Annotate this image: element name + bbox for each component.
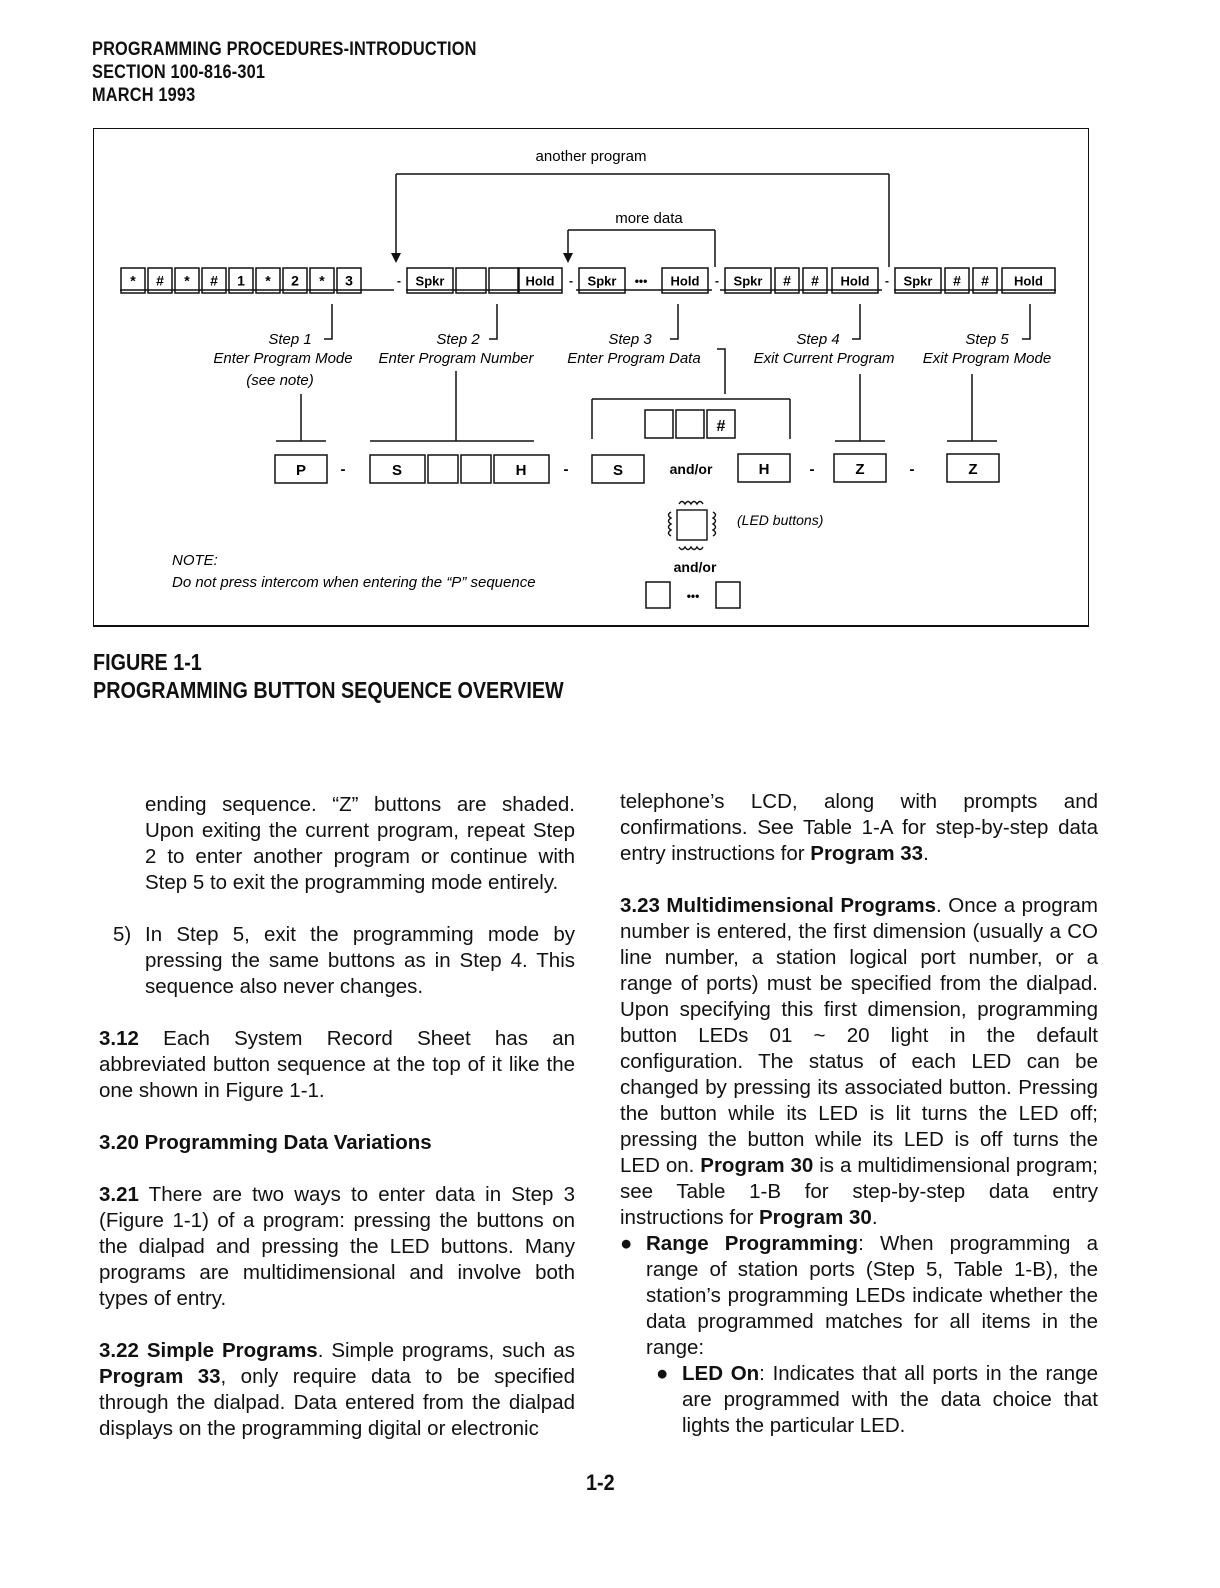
cont-text-b: . <box>923 842 929 865</box>
seq-3-key-label: # <box>210 272 218 289</box>
step5-spkr-key-label: Spkr <box>903 273 933 289</box>
s-data-key-label: S <box>612 462 624 479</box>
page-number: 1-2 <box>586 1470 615 1495</box>
paragraph-3-22 <box>99 1338 575 1442</box>
header-title: PROGRAMMING PROCEDURES-INTRODUCTION <box>92 39 477 60</box>
paragraph-3-22-text-a: . Simple programs, such as <box>317 1339 575 1362</box>
step2-label: Step 2 <box>436 331 480 348</box>
step4-spkr-key-label: Spkr <box>733 273 763 289</box>
paragraph-3-22-heading: 3.22 Simple Programs <box>99 1339 318 1362</box>
step5-desc: Exit Program Mode <box>922 350 1052 367</box>
p-key-label: P <box>295 462 307 479</box>
andor-label: and/or <box>669 461 713 477</box>
seq-8-key-label: 3 <box>345 272 353 289</box>
led-range-start-key <box>646 582 670 608</box>
list-item-5-number: 5) <box>113 923 132 946</box>
more-data-label: more data <box>615 210 683 227</box>
seq-7-key-label: * <box>319 272 325 289</box>
header-date: MARCH 1993 <box>92 85 196 106</box>
paragraph-3-23-text-a: . Once a program number is entered, the first dimension (usually a CO line number, a station logical port number, or a range of ports) must be specified from the dialpad. Upon specifying this first dimension, programming button LEDs 01 ~ 20 light in the default configuration. The status of each LED can be changed by pressing its associated button. Pressing the button while its LED is lit turns the LED off; pressing the button while its LED is off turns the LED on. <box>620 894 1098 1177</box>
program-33-ref: Program 33 <box>99 1365 221 1388</box>
seq-2-key-label: * <box>184 272 190 289</box>
step5-hold-key-label: Hold <box>1014 273 1043 289</box>
seq-dash-2: - <box>569 274 573 288</box>
seq-dash-3: - <box>715 274 719 288</box>
paragraph-3-23-heading: 3.23 Multidimensional Programs <box>620 894 937 917</box>
dash-4: - <box>909 461 915 478</box>
sub-bullet-heading: LED On <box>682 1362 760 1385</box>
figure-box <box>93 128 1089 627</box>
s-key-label: S <box>391 462 403 479</box>
bullet-heading: Range Programming <box>646 1232 859 1255</box>
seq-4-key-label: 1 <box>237 272 245 289</box>
led-range-end-key <box>716 582 740 608</box>
step3-hold-key-label: Hold <box>670 273 700 289</box>
paragraph-3-21 <box>99 1182 575 1312</box>
note-text: Do not press intercom when entering the “P” sequence <box>172 574 536 591</box>
step4-label: Step 4 <box>796 331 840 348</box>
sub-bullet-icon: ● <box>656 1362 669 1385</box>
step5-hash-1-key-label: # <box>953 272 961 289</box>
paragraph-3-12-text: Each System Record Sheet has an abbreviated button sequence at the top of it like the one shown in Figure 1-1. <box>99 1027 575 1102</box>
seq-6-key-label: 2 <box>291 272 299 289</box>
z-key-step4-label: Z <box>855 461 865 478</box>
program-33-ref-right: Program 33 <box>810 842 924 865</box>
step3-spkr-key-label: Spkr <box>587 273 617 289</box>
hash-key-label: # <box>716 418 726 435</box>
led-button-icon <box>669 502 716 550</box>
step1-note: (see note) <box>246 372 314 389</box>
step4-hash-1-key-label: # <box>783 272 791 289</box>
caption-title: PROGRAMMING BUTTON SEQUENCE OVERVIEW <box>93 677 564 703</box>
led-buttons-label: (LED buttons) <box>737 512 824 528</box>
cont-text-a: telephone’s LCD, along with prompts and confirmations. See Table 1-A for step-by-step data entry instructions for <box>620 790 1098 865</box>
another-program-label: another program <box>535 148 647 165</box>
seq-1-key-label: # <box>156 272 164 289</box>
step3-ellipsis: ••• <box>634 274 648 288</box>
seq-dash-1: - <box>397 274 401 288</box>
seq-dash-4: - <box>885 274 889 288</box>
paragraph-3-12 <box>99 1026 575 1104</box>
paragraph-3-23 <box>620 893 1098 1231</box>
document-header <box>92 38 477 107</box>
seq-0-key-label: * <box>130 272 136 289</box>
h-data-key-label: H <box>758 461 770 478</box>
step2-desc: Enter Program Number <box>378 350 534 367</box>
bullet-range-programming <box>620 1231 1098 1361</box>
paragraph-3-21-text: There are two ways to enter data in Step 3 (Figure 1-1) of a program: pressing the buttons on the dialpad and pressing the LED buttons. Many programs are multidimensional and involve both types of entry. <box>99 1183 575 1310</box>
paragraph-3-12-number: 3.12 <box>99 1027 139 1050</box>
step3-label: Step 3 <box>608 331 652 348</box>
range-ellipsis: ••• <box>686 589 700 603</box>
dash-1: - <box>340 461 346 478</box>
step4-desc: Exit Current Program <box>753 350 895 367</box>
h-key-label: H <box>515 462 527 479</box>
z-key-step5-label: Z <box>968 461 978 478</box>
step4-hold-key-label: Hold <box>840 273 870 289</box>
step2-spkr-key-label: Spkr <box>415 273 445 289</box>
step4-hash-2-key-label: # <box>811 272 819 289</box>
program-30-ref: Program 30 <box>700 1154 814 1177</box>
right-column <box>620 789 1098 1439</box>
program-30-ref-2: Program 30 <box>759 1206 872 1229</box>
paragraph-3-22-text-b: , only require data to be specified through the dialpad. Data entered from the dialpad displays on the programming digital or electronic <box>99 1365 575 1440</box>
heading-3-20 <box>99 1130 575 1156</box>
list-item-5-text: In Step 5, exit the programming mode by pressing the same buttons as in Step 4. This sequence also never changes. <box>145 923 575 998</box>
paragraph-3-23-text-b: is a multidimensional program; see Table 1-B for step-by-step data entry instructions for <box>620 1154 1098 1229</box>
continued-paragraph-right <box>620 789 1098 867</box>
step1-label: Step 1 <box>268 331 312 348</box>
paragraph-3-23-text-c: . <box>871 1206 878 1229</box>
step2-hold-key-label: Hold <box>525 273 555 289</box>
step5-label: Step 5 <box>965 331 1009 348</box>
continued-paragraph: ending sequence. “Z” buttons are shaded. Upon exiting the current program, repeat Step 2 to enter another program or continue with Step 5 to exit the programming mode entirely. <box>145 793 575 894</box>
left-column <box>99 792 575 1442</box>
header-section: SECTION 100-816-301 <box>92 62 266 83</box>
figure-caption <box>93 648 564 704</box>
dash-2: - <box>563 461 569 478</box>
button-sequence-diagram <box>94 129 1088 625</box>
caption-number: FIGURE 1-1 <box>93 649 202 675</box>
sub-bullet-led-on <box>620 1361 1098 1439</box>
step1-desc: Enter Program Mode <box>213 350 353 367</box>
heading-3-20-text: 3.20 Programming Data Variations <box>99 1131 432 1154</box>
step3-desc: Enter Program Data <box>567 350 701 367</box>
step5-hash-2-key-label: # <box>981 272 989 289</box>
bullet-text: : When programming a range of station ports (Step 5, Table 1-B), the station’s programming LEDs indicate whether the data programmed matches for all items in the range: <box>646 1232 1098 1359</box>
seq-5-key-label: * <box>265 272 271 289</box>
paragraph-3-21-number: 3.21 <box>99 1183 139 1206</box>
note-label: NOTE: <box>172 552 218 569</box>
list-item-5 <box>99 922 575 1000</box>
dash-3: - <box>809 461 815 478</box>
bullet-icon: ● <box>620 1232 633 1255</box>
andor-label-2: and/or <box>673 559 717 575</box>
sub-bullet-text: : Indicates that all ports in the range are programmed with the data choice that lights the particular LED. <box>682 1362 1098 1437</box>
